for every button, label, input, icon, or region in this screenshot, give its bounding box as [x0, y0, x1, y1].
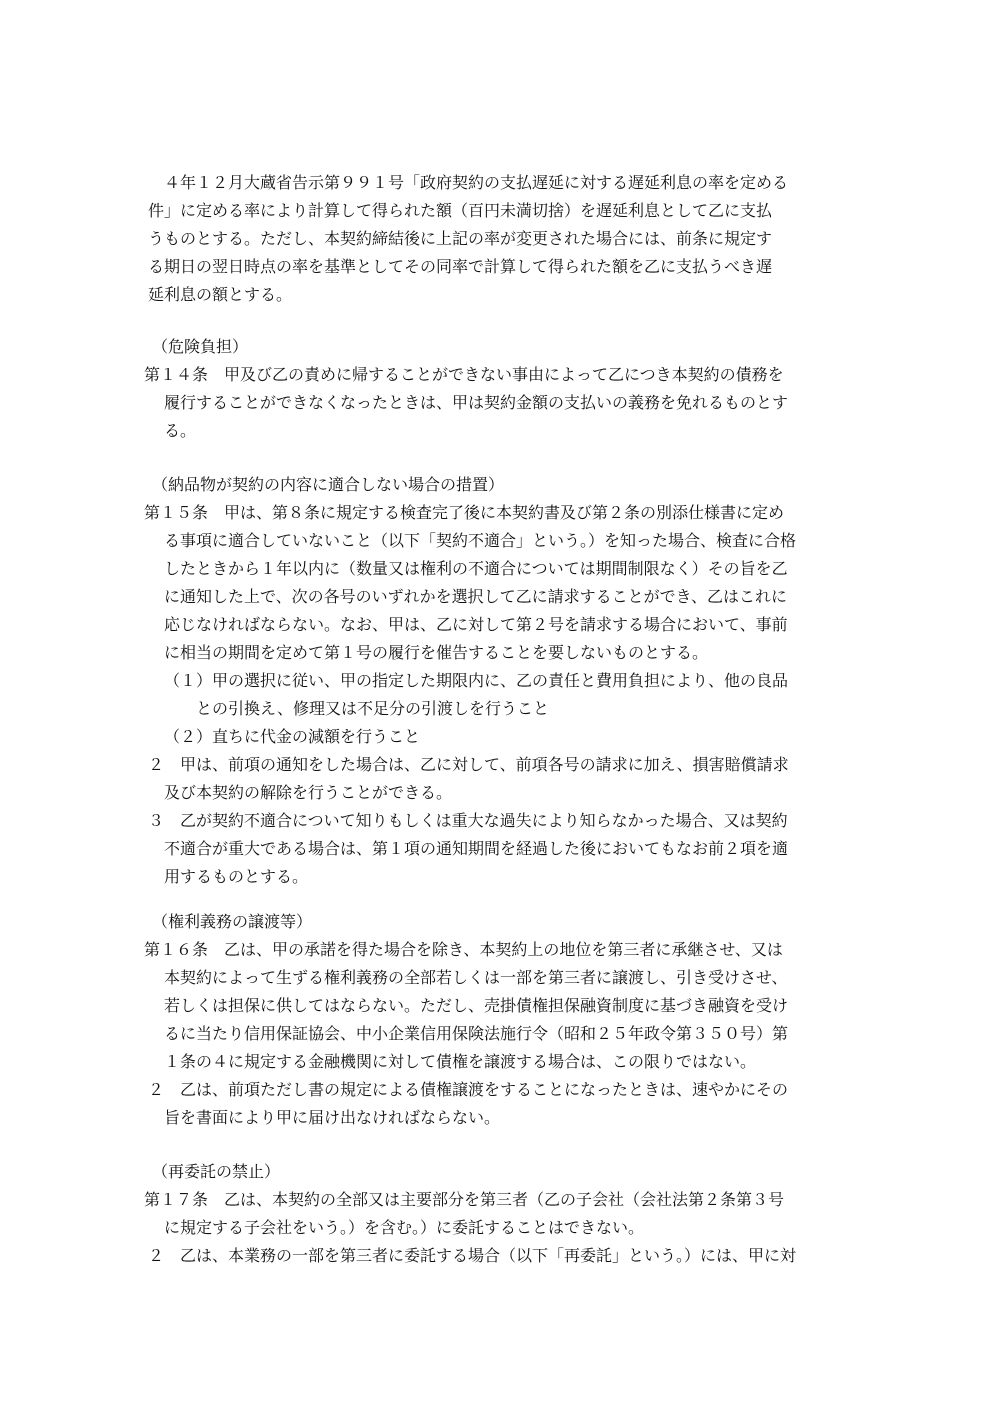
- text-line: 用するものとする。: [164, 867, 309, 886]
- text-line: 若しくは担保に供してはならない。ただし、売掛債権担保融資制度に基づき融資を受け: [164, 996, 789, 1015]
- paragraph-2-line: ２ 乙は、前項ただし書の規定による債権譲渡をすることになったときは、速やかにその: [148, 1080, 789, 1099]
- text-line: 応じなければならない。なお、甲は、乙に対して第２号を請求する場合において、事前: [164, 615, 788, 634]
- intro-paragraph: [148, 169, 860, 309]
- text-line: る。: [164, 421, 197, 440]
- text-line: 延利息の額とする。: [148, 285, 293, 304]
- text-line: 不適合が重大である場合は、第１項の通知期間を経過した後においてもなお前２項を適: [164, 839, 789, 858]
- paragraph-3-line: ３ 乙が契約不適合について知りもしくは重大な過失により知らなかった場合、又は契約: [148, 811, 788, 830]
- text-line: 件」に定める率により計算して得られた額（百円未満切捨）を遅延利息として乙に支払: [148, 201, 773, 220]
- text-line: る事項に適合していないこと（以下「契約不適合」という。）を知った場合、検査に合格: [164, 531, 797, 550]
- list-item: （２）直ちに代金の減額を行うこと: [164, 727, 421, 746]
- text-line: に通知した上で、次の各号のいずれかを選択して乙に請求することができ、乙はこれに: [164, 587, 788, 606]
- text-line: 旨を書面により甲に届け出なければならない。: [164, 1108, 501, 1127]
- article-first-line: 第１４条 甲及び乙の責めに帰することができない事由によって乙につき本契約の債務を: [144, 365, 784, 384]
- text-line: 及び本契約の解除を行うことができる。: [164, 783, 453, 802]
- text-line: １条の４に規定する金融機関に対して債権を譲渡する場合は、この限りではない。: [164, 1052, 757, 1071]
- article-heading: （再委託の禁止）: [152, 1162, 281, 1181]
- paragraph-2-line: ２ 甲は、前項の通知をした場合は、乙に対して、前項各号の請求に加え、損害賠償請求: [148, 755, 789, 774]
- text-line: うものとする。ただし、本契約締結後に上記の率が変更された場合には、前条に規定す: [148, 229, 773, 248]
- text-line: る期日の翌日時点の率を基準としてその同率で計算して得られた額を乙に支払うべき遅: [148, 257, 773, 276]
- article-16: [144, 908, 860, 1132]
- article-heading: （納品物が契約の内容に適合しない場合の措置）: [152, 475, 505, 494]
- article-first-line: 第１７条 乙は、本契約の全部又は主要部分を第三者（乙の子会社（会社法第２条第３号: [144, 1190, 785, 1209]
- list-item-continuation: との引換え、修理又は不足分の引渡しを行うこと: [196, 699, 549, 718]
- text-line: るに当たり信用保証協会、中小企業信用保険法施行令（昭和２５年政令第３５０号）第: [164, 1024, 789, 1043]
- article-14: [144, 333, 860, 445]
- text-line: ４年１２月大蔵省告示第９９１号「政府契約の支払遅延に対する遅延利息の率を定める: [164, 173, 789, 192]
- article-15: [144, 471, 860, 891]
- article-first-line: 第１５条 甲は、第８条に規定する検査完了後に本契約書及び第２条の別添仕様書に定め: [144, 503, 785, 522]
- article-heading: （権利義務の譲渡等）: [152, 912, 313, 931]
- text-line: に相当の期間を定めて第１号の履行を催告することを要しないものとする。: [164, 643, 709, 662]
- text-line: したときから１年以内に（数量又は権利の不適合については期間制限なく）その旨を乙: [164, 559, 788, 578]
- article-heading: （危険負担）: [152, 337, 249, 356]
- text-line: 本契約によって生ずる権利義務の全部若しくは一部を第三者に譲渡し、引き受けさせ、: [164, 968, 788, 987]
- paragraph-2-line: ２ 乙は、本業務の一部を第三者に委託する場合（以下「再委託」という。）には、甲に対: [148, 1246, 797, 1265]
- text-line: に規定する子会社をいう。）を含む。）に委託することはできない。: [164, 1218, 645, 1237]
- article-17: [144, 1158, 860, 1270]
- list-item: （１）甲の選択に従い、甲の指定した期限内に、乙の責任と費用負担により、他の良品: [164, 671, 789, 690]
- text-line: 履行することができなくなったときは、甲は契約金額の支払いの義務を免れるものとす: [164, 393, 789, 412]
- article-first-line: 第１６条 乙は、甲の承諾を得た場合を除き、本契約上の地位を第三者に承継させ、又は: [144, 940, 783, 959]
